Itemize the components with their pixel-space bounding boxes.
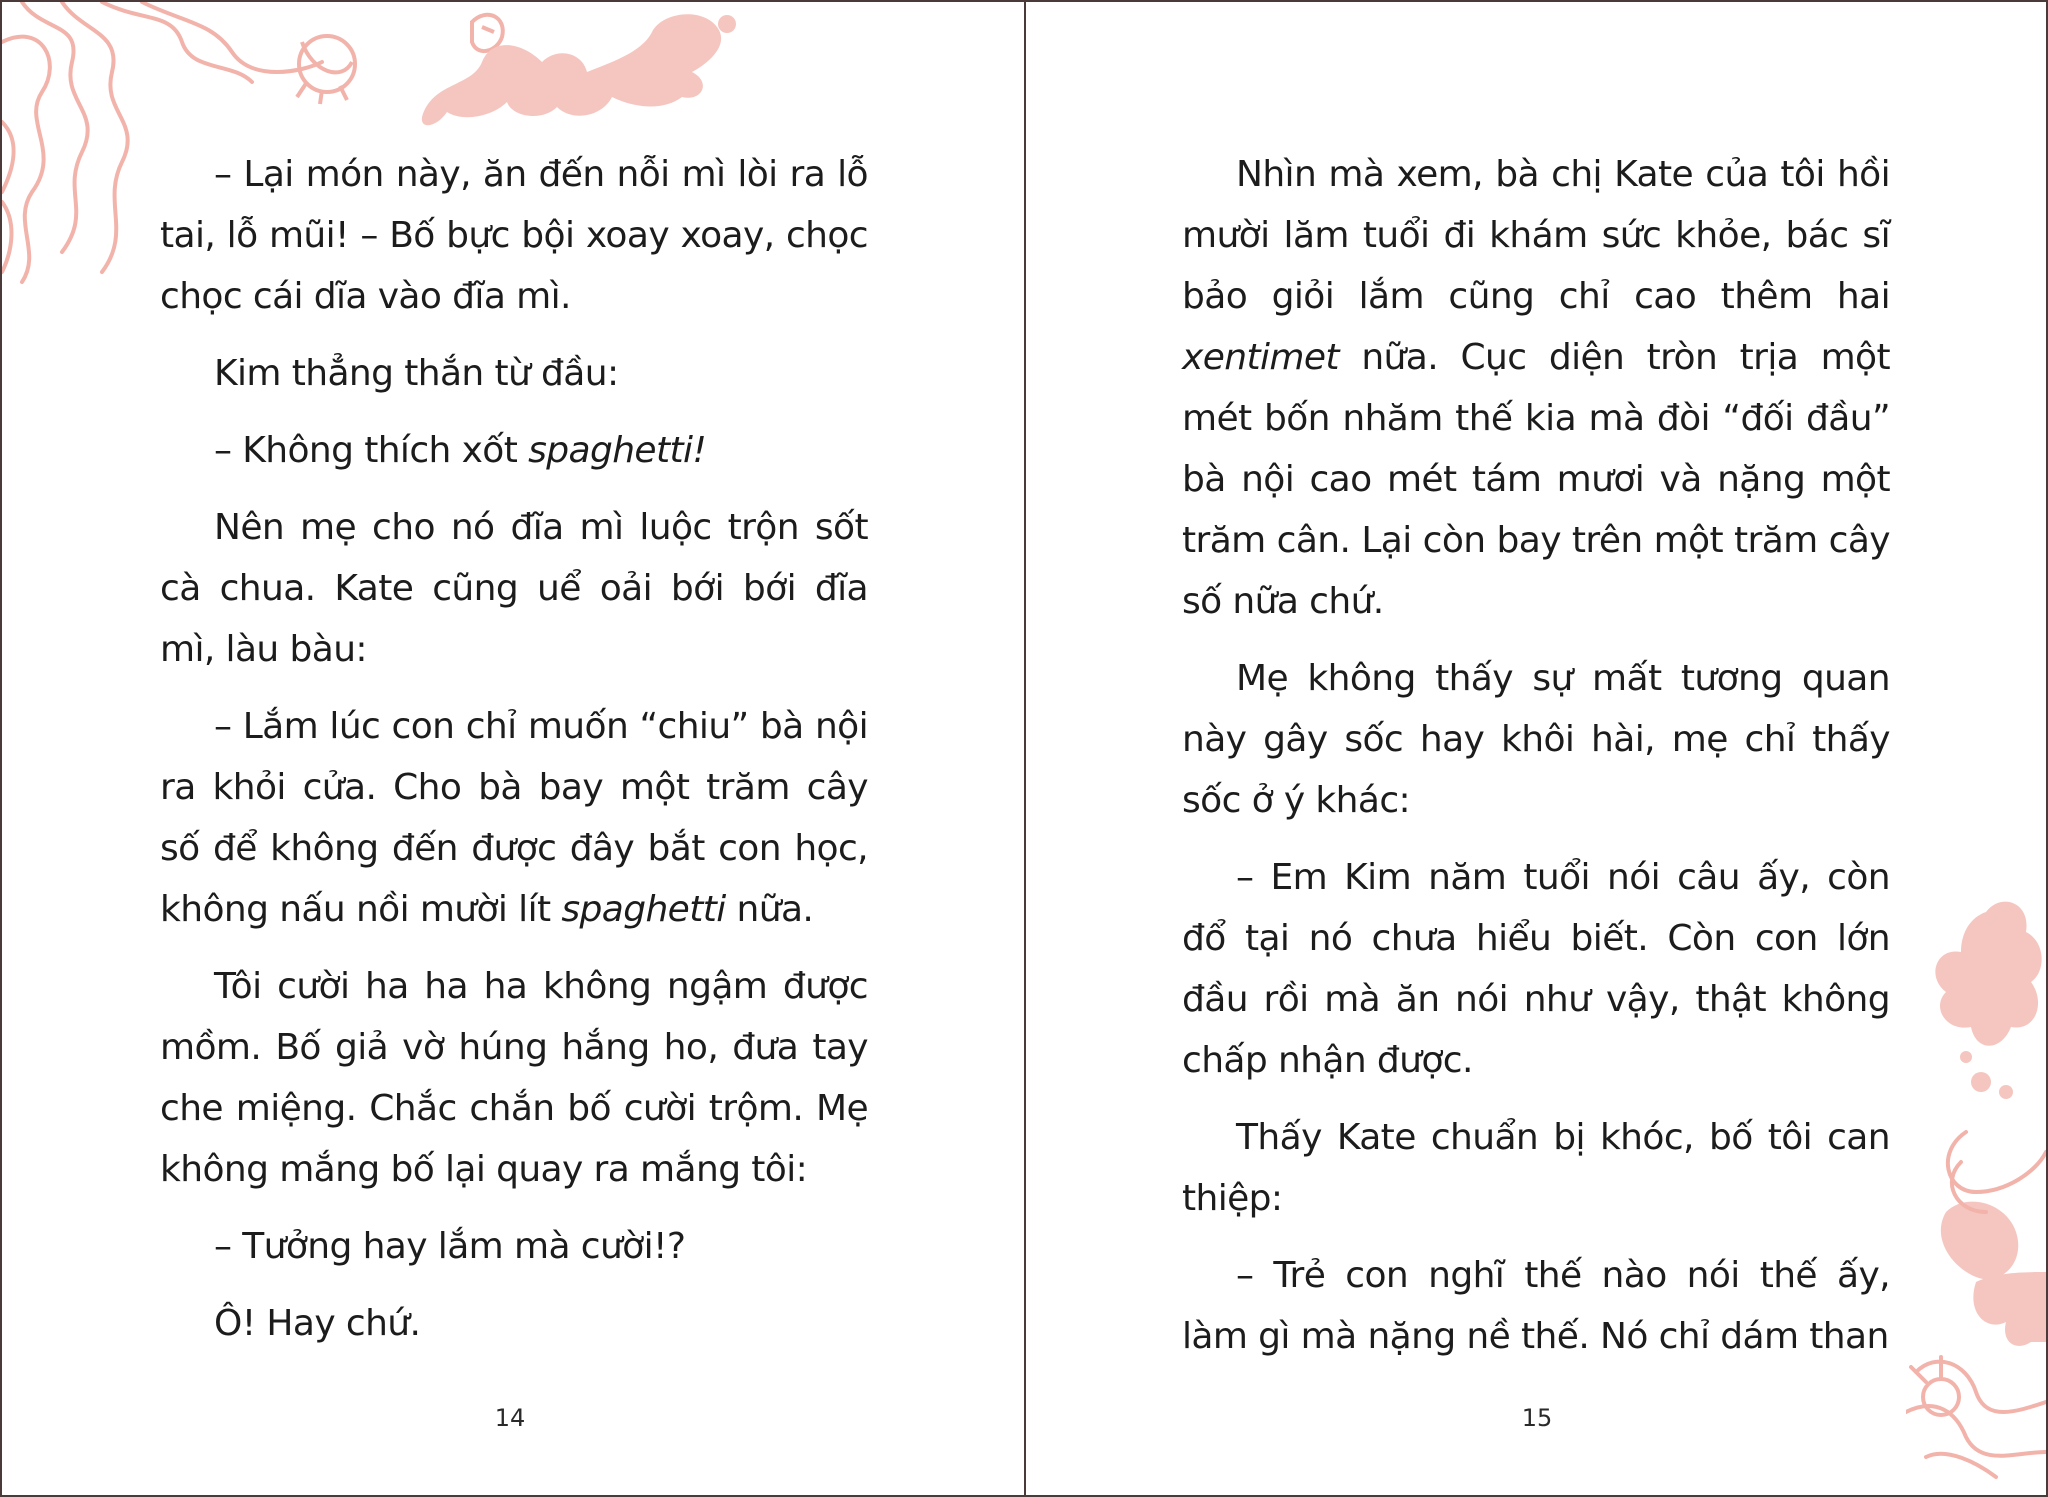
left-paragraph (160, 956, 868, 1200)
sauce-splash-decoration-right-icon (1906, 892, 2046, 1492)
left-paragraph (160, 1293, 868, 1354)
page-number-right: 15 (1521, 1404, 1553, 1432)
text-segment: Tôi cười ha ha ha không ngậm được mồm. Bố giả vờ húng hắng ho, đưa tay che miệng. Chắc chắn bố cười trộm. Mẹ không mắng bố lại quay ra mắng tôi: (160, 966, 868, 1190)
text-segment: nữa. (725, 889, 814, 930)
text-segment: Mẹ không thấy sự mất tương quan này gây sốc hay khôi hài, mẹ chỉ thấy sốc ở ý khác: (1182, 658, 1890, 821)
italic-text-segment: spaghetti (561, 889, 726, 930)
right-paragraph (1182, 847, 1890, 1091)
text-segment: – Lắm lúc con chỉ muốn “chiu” bà nội ra khỏi cửa. Cho bà bay một trăm cây số để không đến được đây bắt con học, không nấu nồi mười lít (160, 706, 868, 930)
right-page-text (1182, 144, 1890, 1383)
italic-text-segment: spaghetti! (528, 430, 707, 471)
left-paragraph (160, 343, 868, 404)
right-paragraph (1182, 1245, 1890, 1367)
left-page (2, 2, 1024, 1495)
left-paragraph (160, 1216, 868, 1277)
left-paragraph (160, 144, 868, 327)
italic-text-segment: xentimet (1182, 337, 1339, 378)
text-segment: nữa. Cục diện tròn trịa một mét bốn nhăm thế kia mà đòi “đối đầu” bà nội cao mét tám mươi và nặng một trăm cân. Lại còn bay trên một trăm cây số nữa chứ. (1182, 337, 1890, 622)
text-segment: – Tưởng hay lắm mà cười!? (214, 1226, 686, 1267)
page-number-left: 14 (494, 1404, 526, 1432)
left-paragraph (160, 420, 868, 481)
text-segment: – Em Kim năm tuổi nói câu ấy, còn đổ tại nó chưa hiểu biết. Còn con lớn đầu rồi mà ăn nói như vậy, thật không chấp nhận được. (1182, 857, 1890, 1081)
text-segment: – Lại món này, ăn đến nỗi mì lòi ra lỗ tai, lỗ mũi! – Bố bực bội xoay xoay, chọc chọc cái dĩa vào đĩa mì. (160, 154, 868, 317)
right-paragraph (1182, 144, 1890, 632)
text-segment: Nên mẹ cho nó đĩa mì luộc trộn sốt cà chua. Kate cũng uể oải bới bới đĩa mì, làu bàu: (160, 507, 868, 670)
right-paragraph (1182, 648, 1890, 831)
text-segment: – Không thích xốt (214, 430, 529, 471)
right-paragraph (1182, 1107, 1890, 1229)
text-segment: Ô! Hay chứ. (214, 1303, 421, 1344)
text-segment: Kim thẳng thắn từ đầu: (214, 353, 619, 394)
text-segment: Nhìn mà xem, bà chị Kate của tôi hồi mười lăm tuổi đi khám sức khỏe, bác sĩ bảo giỏi lắm cũng chỉ cao thêm hai (1182, 154, 1890, 317)
left-page-text (160, 144, 868, 1370)
text-segment: Thấy Kate chuẩn bị khóc, bố tôi can thiệp: (1182, 1117, 1890, 1219)
left-paragraph (160, 497, 868, 680)
left-paragraph (160, 696, 868, 940)
right-page (1026, 2, 2048, 1495)
text-segment: – Trẻ con nghĩ thế nào nói thế ấy, làm gì mà nặng nề thế. Nó chỉ dám than (1182, 1255, 1890, 1357)
